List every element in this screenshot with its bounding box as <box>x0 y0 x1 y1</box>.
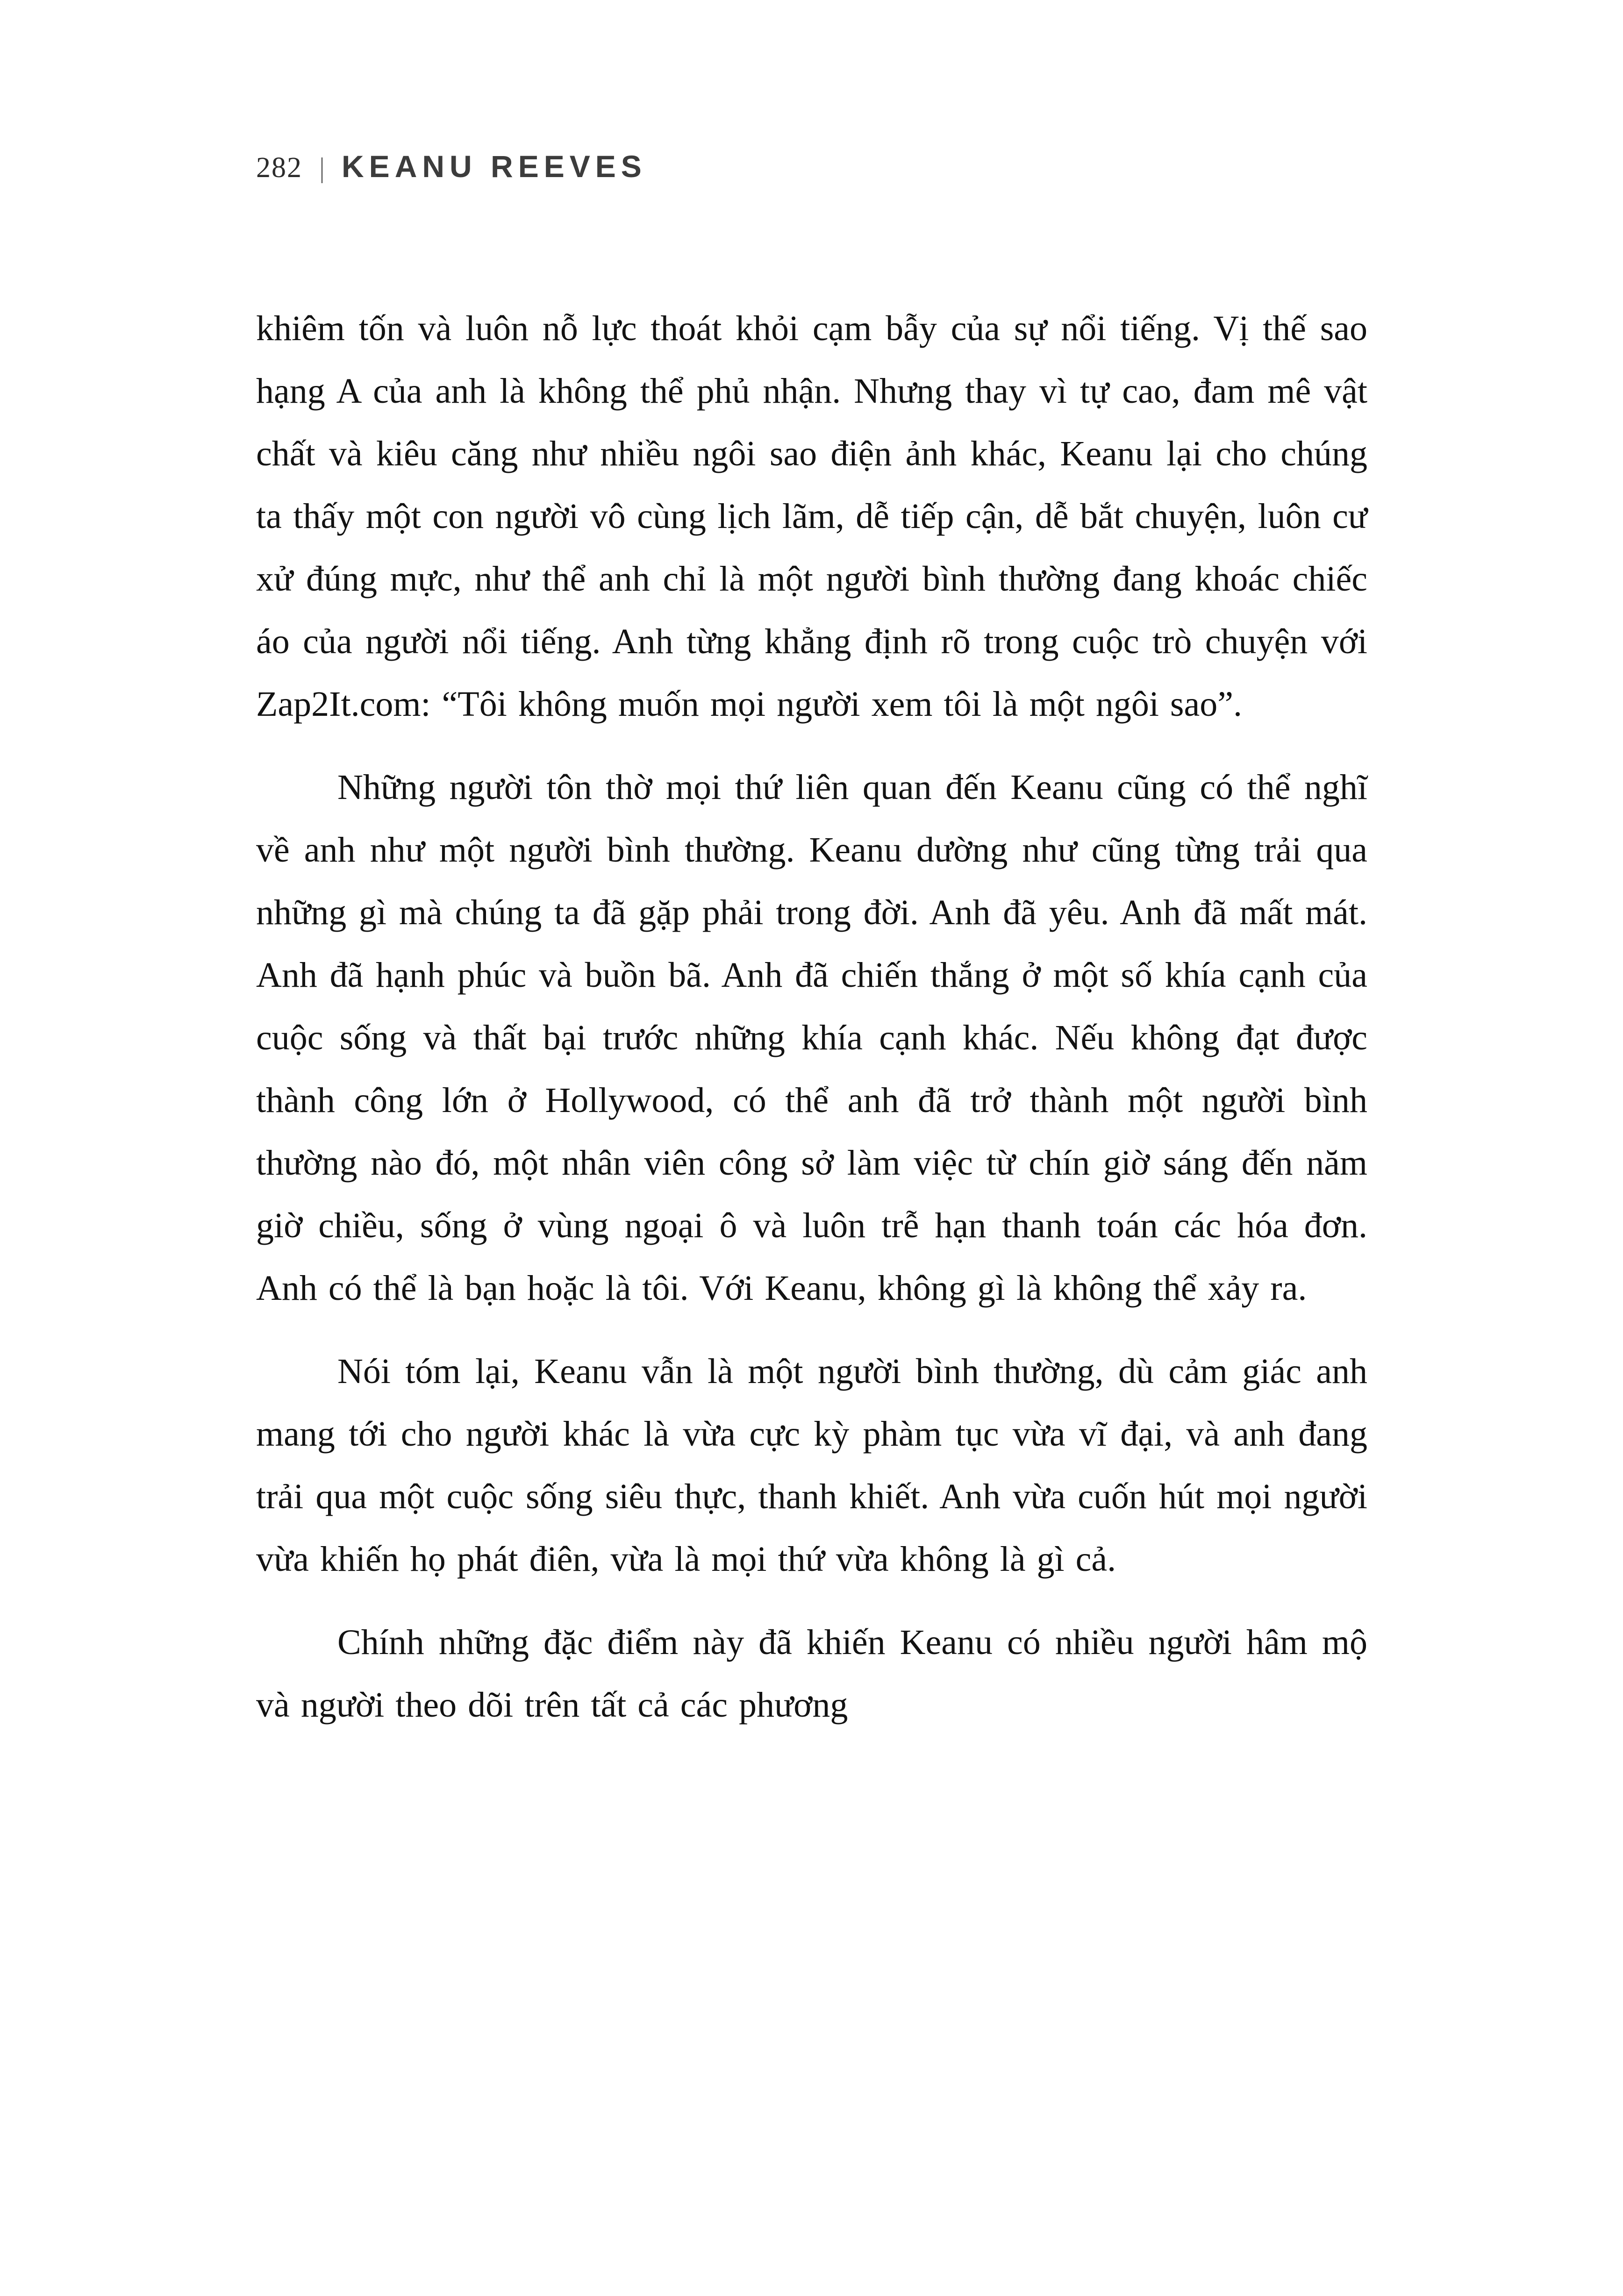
paragraph: khiêm tốn và luôn nỗ lực thoát khỏi cạm bẫy của sự nổi tiếng. Vị thế sao hạng A của anh là không thể phủ nhận. Nhưng thay vì tự cao, đam mê vật chất và kiêu căng như nhiều ngôi sao điện ảnh khác, Keanu lại cho chúng ta thấy một con người vô cùng lịch lãm, dễ tiếp cận, dễ bắt chuyện, luôn cư xử đúng mực, như thể anh chỉ là một người bình thường đang khoác chiếc áo của người nổi tiếng. Anh từng khẳng định rõ trong cuộc trò chuyện với Zap2It.com: “Tôi không muốn mọi người xem tôi là một ngôi sao”. <box>256 309 1367 724</box>
header-divider: | <box>319 152 325 183</box>
page-body <box>256 297 1367 1736</box>
paragraph: Chính những đặc điểm này đã khiến Keanu có nhiều người hâm mộ và người theo dõi trên tất cả các phương <box>256 1623 1367 1725</box>
book-title: KEANU REEVES <box>342 149 647 184</box>
page-number: 282 <box>256 152 302 184</box>
paragraph: Nói tóm lại, Keanu vẫn là một người bình thường, dù cảm giác anh mang tới cho người khác là vừa cực kỳ phàm tục vừa vĩ đại, và anh đang trải qua một cuộc sống siêu thực, thanh khiết. Anh vừa cuốn hút mọi người vừa khiến họ phát điên, vừa là mọi thứ vừa không là gì cả. <box>256 1352 1367 1579</box>
page-header <box>256 149 647 185</box>
paragraph: Những người tôn thờ mọi thứ liên quan đến Keanu cũng có thể nghĩ về anh như một người bình thường. Keanu dường như cũng từng trải qua những gì mà chúng ta đã gặp phải trong đời. Anh đã yêu. Anh đã mất mát. Anh đã hạnh phúc và buồn bã. Anh đã chiến thắng ở một số khía cạnh của cuộc sống và thất bại trước những khía cạnh khác. Nếu không đạt được thành công lớn ở Hollywood, có thể anh đã trở thành một người bình thường nào đó, một nhân viên công sở làm việc từ chín giờ sáng đến năm giờ chiều, sống ở vùng ngoại ô và luôn trễ hạn thanh toán các hóa đơn. Anh có thể là bạn hoặc là tôi. Với Keanu, không gì là không thể xảy ra. <box>256 768 1367 1308</box>
